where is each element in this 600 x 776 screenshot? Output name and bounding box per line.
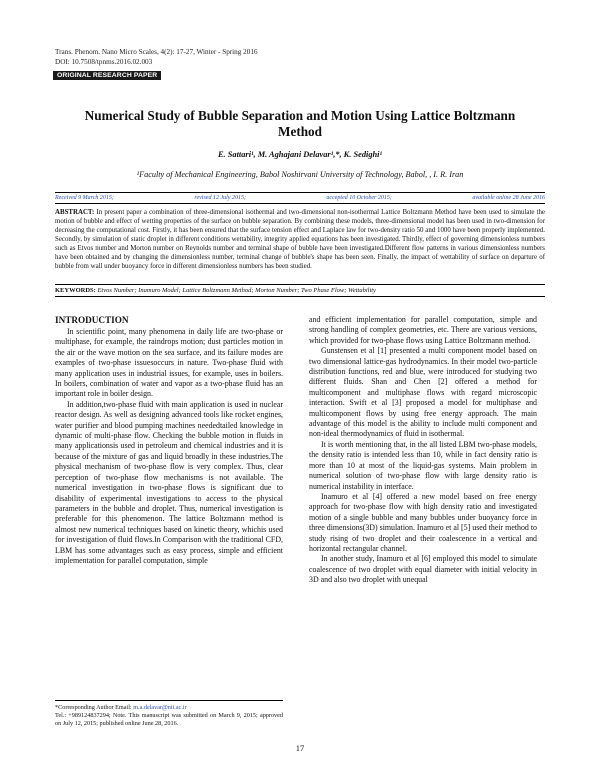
paragraph: It is worth mentioning that, in the all listed LBM two-phase models, the density ratio is intended less than 10, while in fact density ratio is more than 10 at most of the liquid-gas systems. Main problem in numerical solution of two-phase flow with large density ratio is numerical instability in interface. bbox=[309, 439, 537, 491]
authors: E. Sattari¹, M. Aghajani Delavar¹,*, K. Sedighi¹ bbox=[217, 150, 383, 159]
dates-bar bbox=[55, 192, 545, 204]
abstract-text: In present paper a combination of three-dimensional isothermal and two-dimensional non-isothermal Lattice Boltzmann Method have been used to simulate the motion of bubble and effect of wetting properties of the surface on bubble separation. By combining these models, three-dimensional model has been used in two-dimension for decreasing the computational cost. Firstly, it has been ensured that the surface tension effect and Laplace law for two-density ratio 50 and 1000 have been properly implemented. Secondly, by simulation of static droplet in different conditions wettability, integrity applied equations has been investigated. Thirdly, effect of governing dimensionless numbers such as Etvos number and Morton number on Reynolds number and terminal shape of bubble have been investigated.Different flow patterns in various dimensionless numbers have been obtained and by changing the dimensionless number, terminal change of bubble's shape has been seen. Finally, the impact of wettability of surface on departure of bubble from wall under buoyancy force in different dimensionless numbers has been studied. bbox=[55, 209, 545, 270]
paper-type-badge: ORIGINAL RESEARCH PAPER bbox=[53, 71, 161, 80]
abstract-label: ABSTRACT: bbox=[55, 209, 95, 216]
received-date: Received 9 March 2015; bbox=[55, 195, 114, 201]
title-line-1: Numerical Study of Bubble Separation and Motion Using Lattice Boltzmann bbox=[84, 108, 516, 123]
keywords-text: Etvos Number; Inamuro Model; Lattice Boltzmann Method; Morton Number; Two Phase Flow; Wettability bbox=[95, 287, 376, 294]
paragraph: In another study, Inamuro et al [6] employed this model to simulate coalescence of two droplet with equal diameter with initial velocity in 3D and also two droplet with unequal bbox=[309, 554, 537, 585]
paragraph: In scientific point, many phenomena in daily life are two-phase or multiphase, for example, the raindrops motion; dust particles motion in the air or the wave motion on the sea surface, and its failure modes are examples of two-phase issuesoccurs in nature. Two-phase fluid with many application uses in industrial issues, for example, uses in boilers. In boilers, combination of water and vapor as a two-phase fluid has an important role in boiler design. bbox=[55, 327, 283, 399]
right-column bbox=[309, 315, 537, 586]
paragraph: Gunstensen et al [1] presented a multi component model based on two dimensional lattice-gas hydrodynamics. In their model two-particle distribution functions, red and blue, were introduced for studying two different fluids. Shan and Chen [2] offered a method for multicomponent and multiphase flows with regard microscopic interaction. Swift et al [3] proposed a model for multiphase and multicomponent flows by using free energy approach. The main advantage of this model is the ability to include multi component and non-ideal thermodynamics of fluid in isothermal. bbox=[309, 346, 537, 439]
left-column bbox=[55, 315, 283, 566]
author-email-link[interactable]: m.a.delavar@nit.ac.ir bbox=[133, 704, 187, 711]
journal-citation: Trans. Phenom. Nano Micro Scales, 4(2): 17-27, Winter - Spring 2016 bbox=[55, 48, 258, 56]
title-line-2: Method bbox=[278, 124, 322, 139]
footnote-details: Tel.: +989124837294; Note. This manuscript was submitted on March 9, 2015; approved on July 12, 2015; published online June 28, 2016. bbox=[55, 712, 283, 727]
paragraph: and efficient implementation for parallel computation, simple and strong handling of complex geometries, etc. There are various versions, which provided for two-phase flows using Lattice Boltzmann method. bbox=[309, 315, 537, 345]
revised-date: revised 12 July 2015; bbox=[194, 195, 246, 201]
abstract bbox=[55, 209, 545, 272]
paragraph: In addition,two-phase fluid with main application is used in nuclear reactor design. As well as designing advanced tools like rocket engines, water purifier and blood pumping machines neededtailed knowledge in dynamic of multi-phase flow. Checking the bubble motion in fluids in many applicationsis used in petroleum and chemical industries and it is because of the mixture of gas and liquid broadly in these industries.The physical mechanism of two-phase flow is very complex. Thus, clear perception of two-phase flow mechanisms is not available. The numerical investigation in two-phase flows is significant due to disability of experimental investigations to access to the physical parameters in the bubble and droplet. Thus, numerical investigation is preferable for this phenomenon. The lattice Boltzmann method is almost new numerical techniques based on kinetic theory, whichis used for investigation of fluid flows.In Comparison with the traditional CFD, LBM has some advantages such as easy process, simple and efficient implementation for parallel computation, simple bbox=[55, 399, 283, 565]
keywords bbox=[55, 284, 545, 297]
online-date: available online 28 June 2016 bbox=[472, 195, 545, 201]
footnote-label: *Corresponding Author Email: bbox=[55, 704, 134, 711]
journal-header bbox=[55, 47, 258, 67]
introduction-heading: INTRODUCTION bbox=[55, 315, 129, 325]
keywords-label: KEYWORDS: bbox=[55, 287, 96, 294]
page-number: 17 bbox=[295, 743, 305, 753]
paper-title bbox=[70, 108, 530, 140]
paragraph: Inamuro et al [4] offered a new model based on free energy approach for two-phase flow with high density ratio and investigated motion of a single bubble and many bubbles under buoyancy force in three dimensions(3D) simulation. Inamuro et al [5] used their method to study rising of two droplet and their coalescence in a vertical and horizontal rectangular channel. bbox=[309, 491, 537, 553]
doi: DOI: 10.7508/tpnms.2016.02.003 bbox=[55, 58, 153, 66]
corresponding-author-footnote bbox=[55, 700, 283, 728]
accepted-date: accepted 10 October 2015; bbox=[326, 195, 392, 201]
affiliation: ¹Faculty of Mechanical Engineering, Babol Noshirvani University of Technology, Babol, , I. R. Iran bbox=[136, 170, 464, 179]
